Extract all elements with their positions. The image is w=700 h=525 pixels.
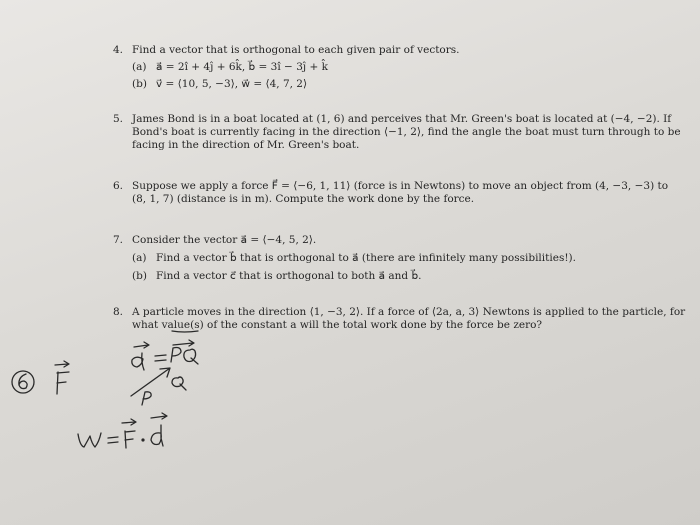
problem-5-number: 5. xyxy=(113,113,124,125)
problem-7a-text: Find a vector b⃗ that is orthogonal to a⃗ (there are infinitely many possibilities!). xyxy=(156,252,576,264)
problem-4a-text: a⃗ = 2î + 4ĵ + 6k̂, b⃗ = 3î − 3ĵ + k̂ xyxy=(156,61,328,73)
problem-5-line-1: James Bond is in a boat located at (1, 6) and perceives that Mr. Green's boat is located at (−4, −2). If xyxy=(132,113,672,125)
problem-7-text: Consider the vector a⃗ = ⟨−4, 5, 2⟩. xyxy=(132,234,317,246)
problem-8-line-2: what value(s) of the constant a will the total work done by the force be zero? xyxy=(132,319,543,331)
problem-7b-text: Find a vector c⃗ that is orthogonal to both a⃗ and b⃗. xyxy=(156,270,422,282)
problem-7a-label: (a) xyxy=(132,252,147,264)
problem-5-line-3: facing in the direction of Mr. Green's boat. xyxy=(132,139,360,151)
problem-7b-label: (b) xyxy=(132,270,147,282)
handwritten-circled-6 xyxy=(12,371,34,393)
problem-6-number: 6. xyxy=(113,180,124,192)
problem-6-line-1: Suppose we apply a force F⃗ = ⟨−6, 1, 11⟩ (force is in Newtons) to move an object from (4, −3, −3) to xyxy=(132,180,669,192)
dot-operator xyxy=(141,438,144,441)
problem-4a-label: (a) xyxy=(132,61,147,73)
problem-4b-label: (b) xyxy=(132,78,147,90)
handwritten-arrow-p-to-q xyxy=(131,368,186,405)
handwritten-work-formula xyxy=(78,413,167,448)
problem-8-line-1: A particle moves in the direction ⟨1, −3, 2⟩. If a force of ⟨2a, a, 3⟩ Newtons is applied to the particle, for xyxy=(132,306,686,318)
problem-5-line-2: Bond's boat is currently facing in the direction ⟨−1, 2⟩, find the angle the boat must turn through to be xyxy=(132,126,681,138)
handwritten-f-vector xyxy=(55,361,69,394)
problem-4b-text: v⃗ = ⟨10, 5, −3⟩, w⃗ = ⟨4, 7, 2⟩ xyxy=(156,78,308,90)
problem-7-number: 7. xyxy=(113,234,124,246)
handwritten-underline xyxy=(172,331,198,332)
problem-4-number: 4. xyxy=(113,44,124,56)
handwritten-d-equals-pq xyxy=(132,340,198,370)
problem-8-number: 8. xyxy=(113,306,124,318)
problem-4-text: Find a vector that is orthogonal to each given pair of vectors. xyxy=(132,44,460,56)
problem-6-line-2: (8, 1, 7) (distance is in m). Compute the work done by the force. xyxy=(132,193,475,205)
